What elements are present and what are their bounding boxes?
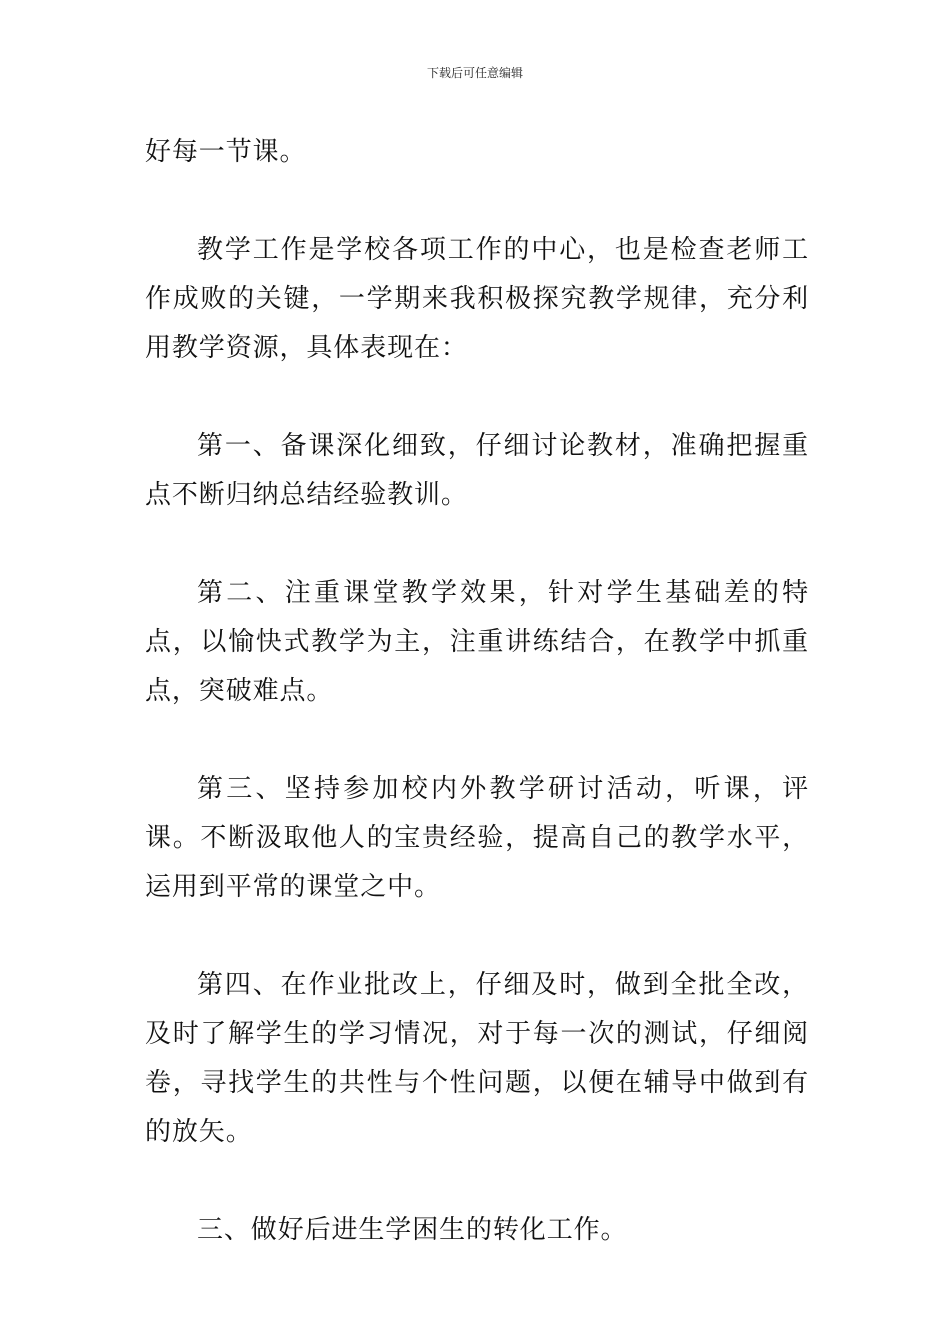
paragraph-fourth-homework-correction: 第四、在作业批改上，仔细及时，做到全批全改，及时了解学生的学习情况，对于每一次的测试，仔细阅卷，寻找学生的共性与个性问题，以便在辅导中做到有的放矢。 [145, 970, 809, 1147]
paragraph-second-classroom-effect: 第二、注重课堂教学效果，针对学生基础差的特点，以愉快式教学为主，注重讲练结合，在教学中抓重点，突破难点。 [145, 578, 809, 706]
paragraph-teaching-work: 教学工作是学校各项工作的中心，也是检查老师工作成败的关键，一学期来我积极探究教学规律，充分利用教学资源，具体表现在： [145, 235, 809, 363]
paragraph-first-lesson-prep: 第一、备课深化细致，仔细讨论教材，准确把握重点不断归纳总结经验教训。 [145, 431, 809, 510]
paragraph-third-research-activities: 第三、坚持参加校内外教学研讨活动，听课，评课。不断汲取他人的宝贵经验，提高自己的教学水平，运用到平常的课堂之中。 [145, 774, 809, 902]
page-header-note: 下载后可任意编辑 [426, 66, 523, 80]
paragraph-section-three-heading: 三、做好后进生学困生的转化工作。 [197, 1215, 628, 1245]
document-body [145, 128, 809, 1304]
paragraph-continuation: 好每一节课。 [145, 137, 307, 167]
